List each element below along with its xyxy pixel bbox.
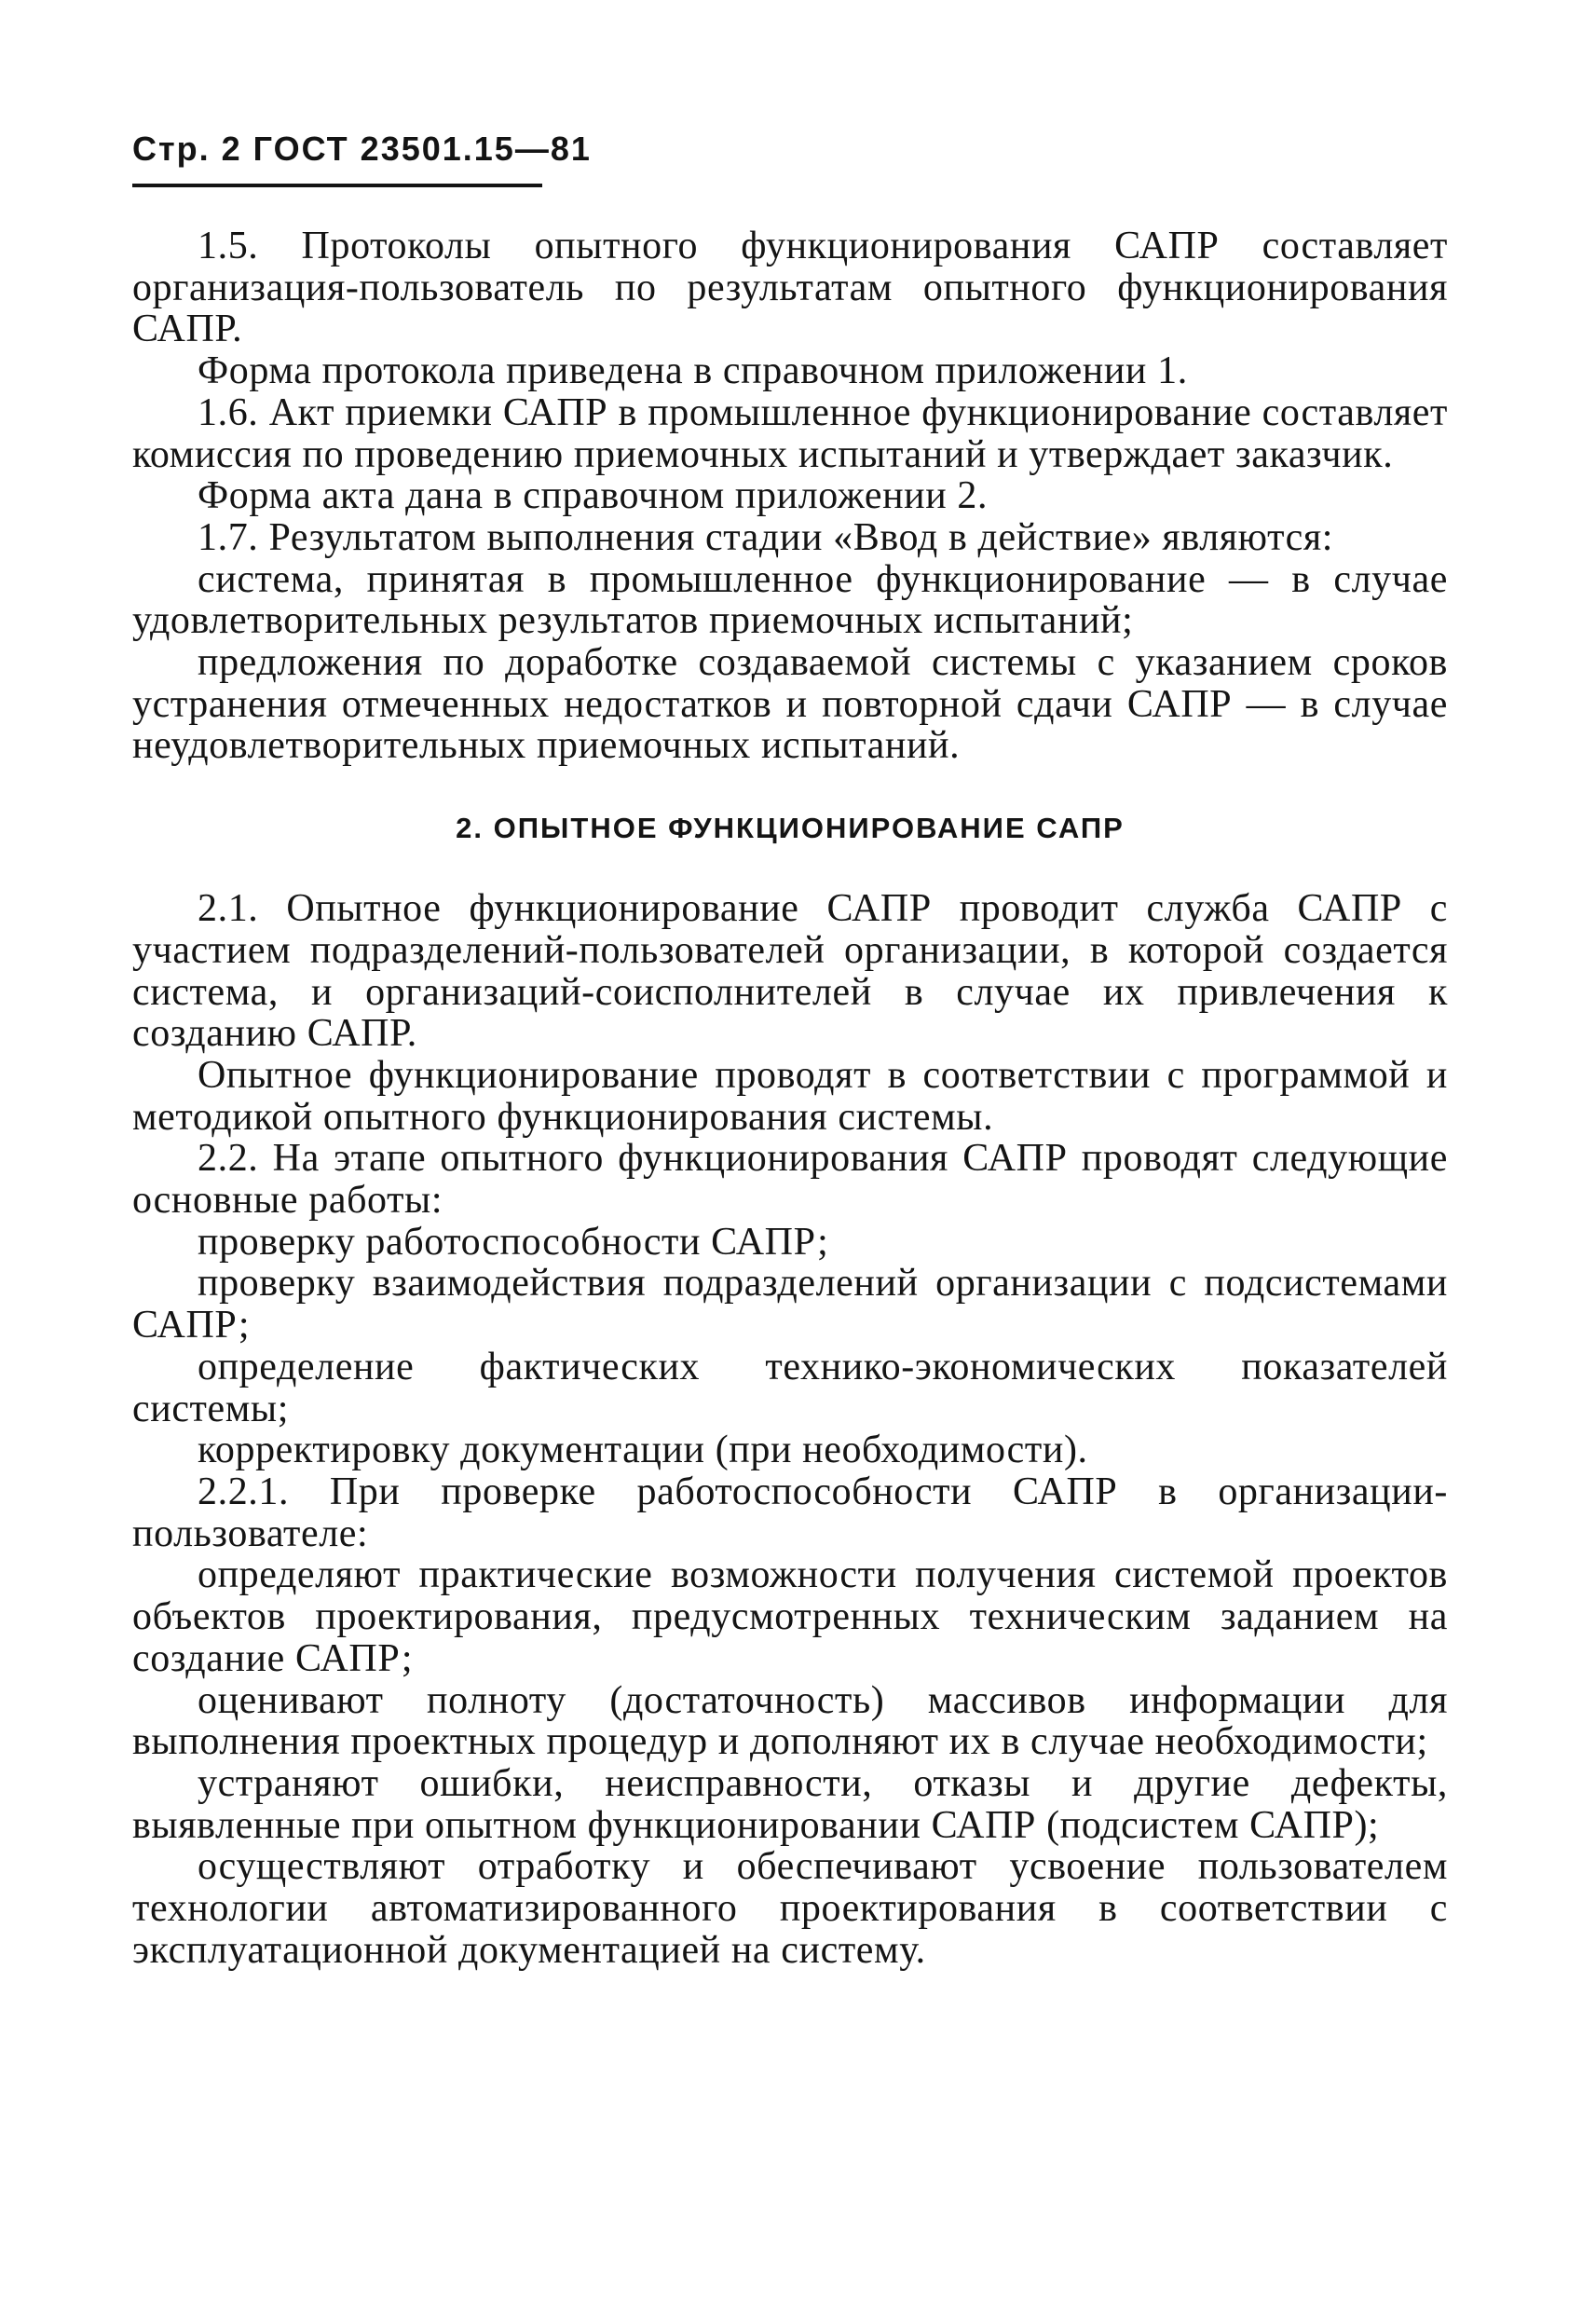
list-item-determine-capabilities: определяют практические возможности получения системой проектов объектов проектирования, предусмотренных техническим заданием на создание САПР;	[132, 1553, 1448, 1680]
list-item-check-operability: проверку работоспособности САПР;	[198, 1220, 829, 1264]
paragraph-form-act: Форма акта дана в справочном приложении 2.	[198, 474, 989, 518]
list-item-evaluate-completeness: оценивают полноту (достаточность) массивов информации для выполнения проектных процедур и дополняют их в случае необходимости;	[132, 1678, 1448, 1764]
paragraph-2-2-1: 2.2.1. При проверке работоспособности САПР в организации-пользователе:	[132, 1470, 1448, 1555]
section-heading-2: 2. ОПЫТНОЕ ФУНКЦИОНИРОВАНИЕ САПР	[456, 812, 1125, 845]
paragraph-form-protocol: Форма протокола приведена в справочном приложении 1.	[198, 349, 1188, 393]
paragraph-2-1-program: Опытное функционирование проводят в соответствии с программой и методикой опытного функционирования системы.	[132, 1053, 1448, 1139]
list-item-proposals: предложения по доработке создаваемой системы с указанием сроков устранения отмеченных недостатков и повторной сдачи САПР — в случае неудовлетворительных приемочных испытаний.	[132, 641, 1448, 768]
paragraph-2-1: 2.1. Опытное функционирование САПР проводит служба САПР с участием подразделений-пользователей организации, в которой создается система, и организаций-соисполнителей в случае их привлечения к созданию САПР.	[132, 887, 1448, 1056]
document-body	[132, 226, 1448, 1971]
list-item-check-interaction: проверку взаимодействия подразделений организации с подсистемами САПР;	[132, 1262, 1448, 1347]
paragraph-2-2: 2.2. На этапе опытного функционирования САПР проводят следующие основные работы:	[132, 1137, 1448, 1223]
list-item-perform-training: осуществляют отработку и обеспечивают усвоение пользователем технологии автоматизированного проектирования в соответствии с эксплуатационной документацией на систему.	[132, 1845, 1448, 1972]
paragraph-1-5: 1.5. Протоколы опытного функционирования САПР составляет организация-пользователь по результатам опытного функционирования САПР.	[132, 225, 1448, 351]
page-header: Стр. 2 ГОСТ 23501.15—81	[132, 130, 592, 168]
list-item-correct-docs: корректировку документации (при необходимости).	[198, 1429, 1088, 1472]
list-item-define-indicators: определение фактических технико-экономических показателей системы;	[132, 1345, 1448, 1430]
header-rule	[132, 184, 542, 187]
paragraph-1-6: 1.6. Акт приемки САПР в промышленное функционирование составляет комиссия по проведению приемочных испытаний и утверждает заказчик.	[132, 390, 1448, 476]
paragraph-1-7: 1.7. Результатом выполнения стадии «Ввод в действие» являются:	[198, 515, 1334, 559]
list-item-system-accepted: система, принятая в промышленное функционирование — в случае удовлетворительных результатов приемочных испытаний;	[132, 557, 1448, 643]
list-item-eliminate-errors: устраняют ошибки, неисправности, отказы и другие дефекты, выявленные при опытном функционировании САПР (подсистем САПР);	[132, 1761, 1448, 1847]
